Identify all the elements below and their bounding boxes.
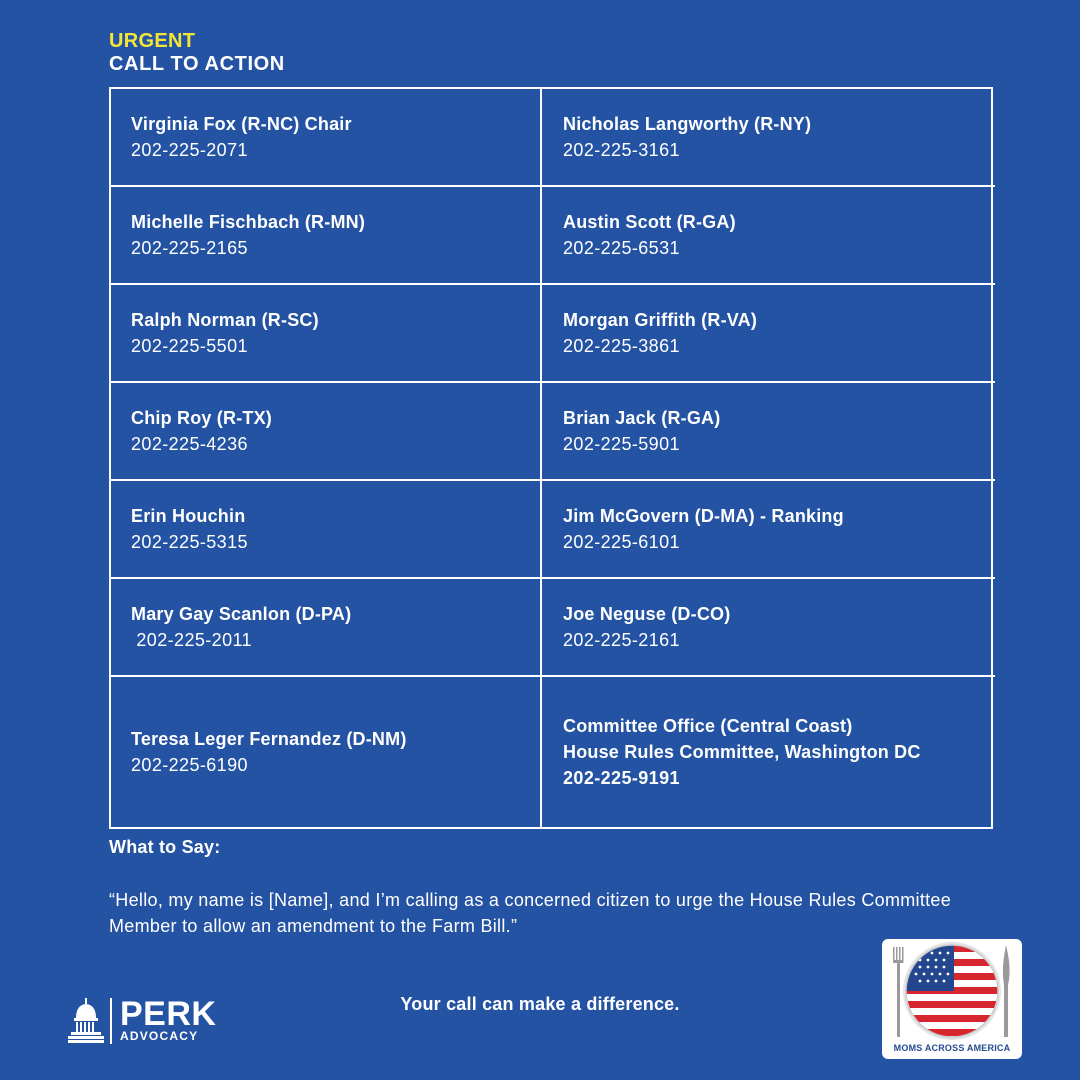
contact-phone: 202-225-5315 bbox=[131, 532, 248, 552]
perk-wordmark: PERK bbox=[120, 995, 217, 1033]
moms-across-america-logo bbox=[882, 939, 1022, 1059]
contact-phone: 202-225-2165 bbox=[131, 238, 248, 258]
moms-across-america-wordmark: MOMS ACROSS AMERICA bbox=[893, 1043, 1011, 1053]
contact-name: Michelle Fischbach (R-MN) bbox=[131, 212, 366, 232]
advocacy-wordmark: ADVOCACY bbox=[120, 1029, 199, 1043]
header bbox=[109, 30, 285, 76]
contact-phone: 202-225-6190 bbox=[131, 755, 248, 775]
contact-name: Virginia Fox (R-NC) Chair bbox=[131, 114, 352, 134]
contact-name: Nicholas Langworthy (R-NY) bbox=[563, 114, 812, 134]
contact-cell bbox=[542, 579, 995, 677]
contact-cell bbox=[111, 89, 542, 187]
contact-phone: 202-225-3861 bbox=[563, 336, 680, 356]
contact-name: Joe Neguse (D-CO) bbox=[563, 604, 731, 624]
contact-cell bbox=[542, 187, 995, 285]
footer-tagline: Your call can make a difference. bbox=[400, 994, 680, 1014]
logo-divider bbox=[110, 998, 112, 1044]
contact-name: Chip Roy (R-TX) bbox=[131, 408, 272, 428]
committee-office-cell bbox=[542, 677, 995, 827]
contact-table bbox=[109, 87, 993, 829]
capitol-dome-icon bbox=[68, 998, 104, 1044]
contact-phone: 202-225-2011 bbox=[131, 630, 252, 650]
contact-name: Mary Gay Scanlon (D-PA) bbox=[131, 604, 352, 624]
contact-phone: 202-225-3161 bbox=[563, 140, 680, 160]
contact-cell bbox=[542, 383, 995, 481]
contact-name: Austin Scott (R-GA) bbox=[563, 212, 736, 232]
call-to-action-title: CALL TO ACTION bbox=[109, 53, 285, 75]
contact-cell bbox=[111, 481, 542, 579]
contact-phone: 202-225-5501 bbox=[131, 336, 248, 356]
contact-name: Jim McGovern (D-MA) - Ranking bbox=[563, 506, 844, 526]
urgent-label: URGENT bbox=[109, 30, 196, 52]
contact-phone: 202-225-2161 bbox=[563, 630, 680, 650]
flag-plate-icon bbox=[882, 939, 1022, 1043]
contact-phone: 202-225-2071 bbox=[131, 140, 248, 160]
contact-phone: 202-225-6101 bbox=[563, 532, 680, 552]
committee-office-name: Committee Office (Central Coast) bbox=[563, 716, 853, 736]
contact-phone: 202-225-6531 bbox=[563, 238, 680, 258]
contact-name: Ralph Norman (R-SC) bbox=[131, 310, 319, 330]
contact-cell bbox=[111, 187, 542, 285]
contact-cell bbox=[542, 481, 995, 579]
contact-phone: 202-225-4236 bbox=[131, 434, 248, 454]
contact-cell bbox=[111, 677, 542, 827]
committee-office-location: House Rules Committee, Washington DC bbox=[563, 742, 921, 762]
contact-cell bbox=[542, 89, 995, 187]
contact-name: Erin Houchin bbox=[131, 506, 246, 526]
what-to-say-heading: What to Say: bbox=[109, 837, 221, 857]
contact-cell bbox=[111, 285, 542, 383]
contact-cell bbox=[111, 579, 542, 677]
contact-name: Teresa Leger Fernandez (D-NM) bbox=[131, 729, 407, 749]
committee-office-phone: 202-225-9191 bbox=[563, 768, 680, 788]
call-script: “Hello, my name is [Name], and I’m calling as a concerned citizen to urge the House Rules Committee Member to allow an amendment to the Farm Bill.” bbox=[109, 890, 952, 936]
perk-advocacy-logo bbox=[68, 995, 217, 1044]
contact-cell bbox=[111, 383, 542, 481]
contact-name: Brian Jack (R-GA) bbox=[563, 408, 721, 428]
contact-name: Morgan Griffith (R-VA) bbox=[563, 310, 758, 330]
contact-cell bbox=[542, 285, 995, 383]
contact-phone: 202-225-5901 bbox=[563, 434, 680, 454]
